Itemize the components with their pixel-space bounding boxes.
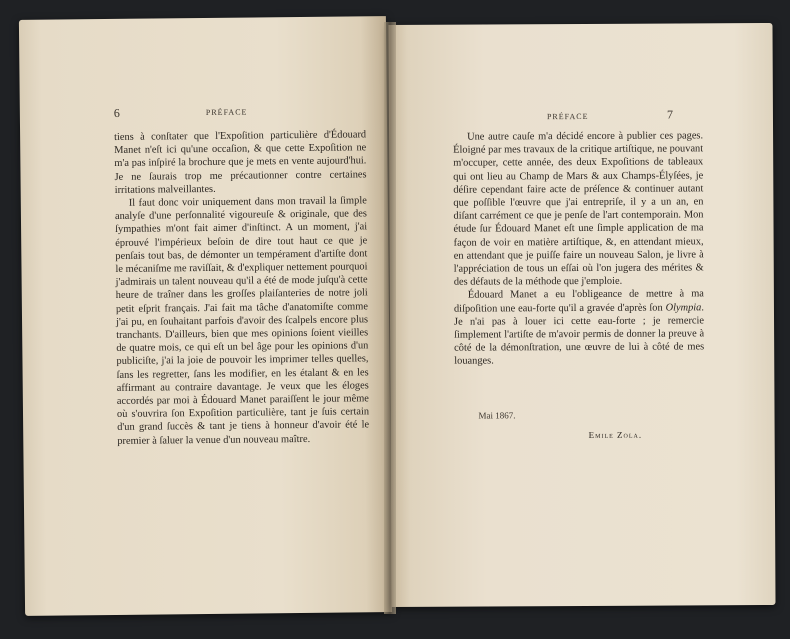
olympia-title: Olympia — [665, 302, 702, 314]
left-page-number: 6 — [113, 105, 120, 120]
left-text-block — [114, 128, 369, 447]
left-paragraph-1: tiens à conſtater que l'Expoſition particulière d'Édouard Manet n'eſt ici qu'une occaſion, & que cette Expoſition ne m'a pas inſpiré la brochure que je mets en vente aujourd'hui. Je ne ſaurais trop me précautionner contre certaines irritations malveillantes. — [114, 129, 367, 196]
right-running-head: PRÉFACE — [546, 111, 589, 122]
right-paragraph-2-start: Édouard Manet a eu l'obligeance de mettre à ma diſpoſition une eau-forte qu'il a gravée d'après ſon — [453, 288, 704, 315]
left-paragraph-2: Il faut donc voir uniquement dans mon travail la ſimple analyſe d'une perſonnalité vigoureuſe & originale, que des ſympathies m'ont fait aimer d'inſtinct. A un moment, j'ai éprouvé l'impérieux beſoin de dire tout haut ce que je penſais tout bas, de démonter un tempérament d'artiſte dont le mécaniſme me raviſſait, & d'expliquer nettement pourquoi j'admirais un talent nouveau qu'il a été de mode juſqu'à cette heure de traîner dans les groſſes plaiſanteries de notre joli petit eſprit français. J'ai fait ma tâche d'anatomiſte comme j'ai pu, en ſouhaitant parfois d'avoir des ſcalpels encore plus tranchants. D'ailleurs, bien que mes opinions ſoient vieilles de quatre mois, ce qui eſt un bel âge pour les opinions d'un publiciſte, j'ai la joie de pouvoir les imprimer telles quelles, ſans les regretter, ſans les modifier, en les étalant & en les affirmant au contraire davantage. Je veux que les éloges accordés par moi à Édouard Manet paraiſſent le jour même où s'ouvrira ſon Expoſition particulière, tant je ſuis certain d'un grand ſuccès & tant je tiens à honneur d'avoir été le premier à ſaluer la venue d'un nouveau maître. — [114, 195, 370, 447]
right-page-number: 7 — [666, 107, 673, 122]
right-paragraph-2 — [454, 288, 704, 369]
left-page — [19, 16, 392, 616]
right-paragraph-2-end: . Je n'ai pas à louer ici cette eau-forte ; je remercie ſimplement l'artiſte de m'avoir permis de donner la preuve à côté de la démonſtration, une œuvre de lui à côté de mes louanges. — [454, 302, 705, 368]
date-line: Mai 1867. — [478, 410, 516, 421]
right-page — [388, 23, 775, 607]
open-book — [18, 18, 780, 618]
right-text-block — [453, 129, 704, 368]
book-gutter — [384, 22, 396, 614]
left-running-head: PRÉFACE — [205, 107, 248, 117]
right-paragraph-1: Une autre cauſe m'a décidé encore à publier ces pages. Éloigné par mes travaux de la critique artiſtique, ne pouvant m'occuper, cette année, des deux Expoſitions de tableaux qui ont lieu au Champ de Mars & aux Champs-Élyſées, je déſire cependant faire acte de préſence & continuer autant que poſſible l'œuvre que j'ai entrepriſe, il y a un an, en diſant carrément ce que je penſe de l'art contemporain. Mon étude ſur Édouard Manet eſt une ſimple application de ma façon de voir en matière artiſtique, &, en attendant mieux, en attendant que je puiſſe faire un nouveau Salon, je livre à l'appréciation de tous un eſſai où l'on jugera des mérites & des défauts de la méthode que j'emploie. — [453, 130, 704, 288]
author-signature: Emile Zola. — [588, 429, 643, 440]
